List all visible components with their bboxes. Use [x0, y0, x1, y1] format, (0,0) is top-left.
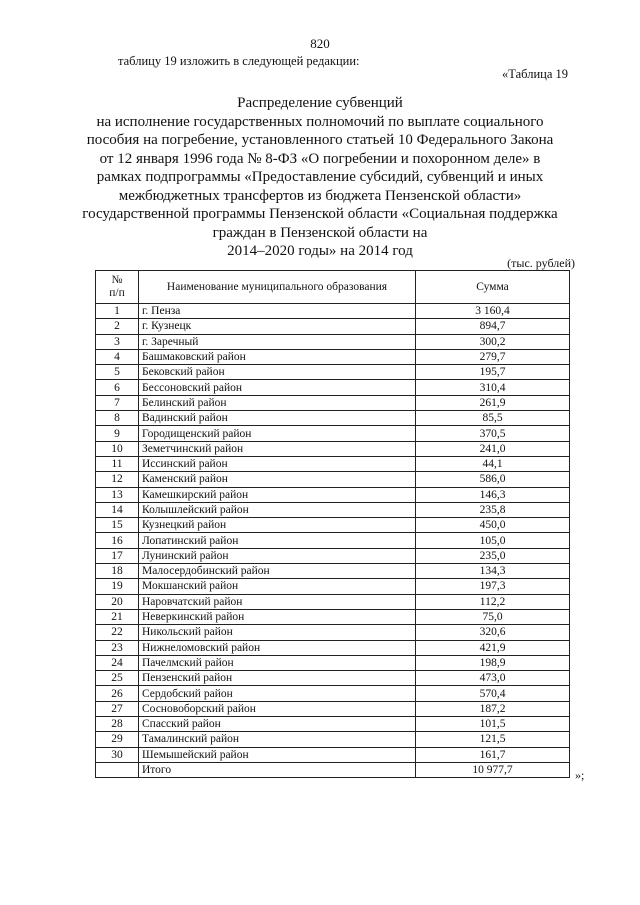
- row-number: 20: [96, 594, 139, 609]
- row-name: Лопатинский район: [139, 533, 416, 548]
- table-row: [96, 594, 570, 609]
- row-number: 17: [96, 548, 139, 563]
- row-name: г. Пенза: [139, 304, 416, 319]
- row-name: Вадинский район: [139, 411, 416, 426]
- row-name: Бессоновский район: [139, 380, 416, 395]
- row-name: Земетчинский район: [139, 441, 416, 456]
- row-name: г. Заречный: [139, 334, 416, 349]
- table-row: [96, 319, 570, 334]
- table-row: [96, 334, 570, 349]
- header-number: № п/п: [96, 271, 139, 304]
- table-row: [96, 625, 570, 640]
- row-name: Камешкирский район: [139, 487, 416, 502]
- row-name: Белинский район: [139, 395, 416, 410]
- page-number: 820: [310, 36, 330, 51]
- table-total-row: [96, 762, 570, 777]
- table-row: [96, 365, 570, 380]
- row-number: 19: [96, 579, 139, 594]
- row-number: 7: [96, 395, 139, 410]
- row-number: 24: [96, 655, 139, 670]
- row-name: Наровчатский район: [139, 594, 416, 609]
- row-name: Шемышейский район: [139, 747, 416, 762]
- row-sum: 112,2: [416, 594, 570, 609]
- row-sum: 75,0: [416, 609, 570, 624]
- row-sum: 146,3: [416, 487, 570, 502]
- row-name: Каменский район: [139, 472, 416, 487]
- row-name: Сердобский район: [139, 686, 416, 701]
- table-row: [96, 411, 570, 426]
- table-row: [96, 426, 570, 441]
- row-number: 26: [96, 686, 139, 701]
- header-name: Наименование муниципального образования: [139, 271, 416, 304]
- row-number: 3: [96, 334, 139, 349]
- title-line: от 12 января 1996 года № 8-ФЗ «О погребении и похоронном деле» в: [99, 150, 541, 167]
- total-sum: 10 977,7: [416, 762, 570, 777]
- row-sum: 310,4: [416, 380, 570, 395]
- title-line: межбюджетных трансфертов из бюджета Пензенской области»: [118, 187, 522, 204]
- row-number: 11: [96, 456, 139, 471]
- table-row: [96, 579, 570, 594]
- title-line: рамках подпрограммы «Предоставление субсидий, субвенций и иных: [96, 169, 544, 185]
- row-name: Башмаковский район: [139, 349, 416, 364]
- title-line: граждан в Пензенской области на: [212, 224, 428, 241]
- row-number: 10: [96, 441, 139, 456]
- subvention-table: [95, 270, 570, 778]
- row-sum: 3 160,4: [416, 304, 570, 319]
- table-row: [96, 395, 570, 410]
- title-line: государственной программы Пензенской области «Социальная поддержка: [82, 206, 558, 222]
- row-sum: 235,8: [416, 502, 570, 517]
- table-row: [96, 686, 570, 701]
- row-sum: 421,9: [416, 640, 570, 655]
- row-sum: 279,7: [416, 349, 570, 364]
- row-number: 23: [96, 640, 139, 655]
- row-sum: 101,5: [416, 717, 570, 732]
- row-number: 6: [96, 380, 139, 395]
- table-row: [96, 671, 570, 686]
- row-number: 13: [96, 487, 139, 502]
- table-row: [96, 472, 570, 487]
- table-row: [96, 456, 570, 471]
- row-sum: 134,3: [416, 564, 570, 579]
- row-number: 29: [96, 732, 139, 747]
- row-sum: 370,5: [416, 426, 570, 441]
- table-row: [96, 732, 570, 747]
- row-sum: 473,0: [416, 671, 570, 686]
- row-sum: 570,4: [416, 686, 570, 701]
- table-row: [96, 533, 570, 548]
- row-number: 14: [96, 502, 139, 517]
- row-number: 12: [96, 472, 139, 487]
- table-row: [96, 640, 570, 655]
- row-number: 28: [96, 717, 139, 732]
- row-sum: 235,0: [416, 548, 570, 563]
- row-name: Неверкинский район: [139, 609, 416, 624]
- row-number: 16: [96, 533, 139, 548]
- document-title: [60, 94, 580, 261]
- table-row: [96, 548, 570, 563]
- table-row: [96, 747, 570, 762]
- row-sum: 300,2: [416, 334, 570, 349]
- table-row: [96, 655, 570, 670]
- row-sum: 187,2: [416, 701, 570, 716]
- row-name: Малосердобинский район: [139, 564, 416, 579]
- row-number: 9: [96, 426, 139, 441]
- row-number: 25: [96, 671, 139, 686]
- table-row: [96, 717, 570, 732]
- row-number: 27: [96, 701, 139, 716]
- row-number: 18: [96, 564, 139, 579]
- row-sum: 161,7: [416, 747, 570, 762]
- row-name: Лунинский район: [139, 548, 416, 563]
- row-name: Сосновоборский район: [139, 701, 416, 716]
- row-number: 1: [96, 304, 139, 319]
- row-sum: 44,1: [416, 456, 570, 471]
- row-name: Городищенский район: [139, 426, 416, 441]
- table-label: «Таблица 19: [502, 67, 568, 81]
- row-number: 8: [96, 411, 139, 426]
- table-row: [96, 441, 570, 456]
- row-number: 22: [96, 625, 139, 640]
- row-sum: 198,9: [416, 655, 570, 670]
- row-name: Мокшанский район: [139, 579, 416, 594]
- row-name: Нижнеломовский район: [139, 640, 416, 655]
- row-number: 30: [96, 747, 139, 762]
- table-row: [96, 502, 570, 517]
- row-name: Пензенский район: [139, 671, 416, 686]
- row-sum: 320,6: [416, 625, 570, 640]
- total-label: Итого: [139, 762, 416, 777]
- row-number: 15: [96, 518, 139, 533]
- row-number: 2: [96, 319, 139, 334]
- total-number-cell: [96, 762, 139, 777]
- title-line: 2014–2020 годы» на 2014 год: [227, 243, 413, 259]
- row-name: Иссинский район: [139, 456, 416, 471]
- row-name: Спасский район: [139, 717, 416, 732]
- row-sum: 85,5: [416, 411, 570, 426]
- closing-quote: »;: [575, 768, 585, 782]
- row-sum: 450,0: [416, 518, 570, 533]
- row-name: г. Кузнецк: [139, 319, 416, 334]
- table-row: [96, 564, 570, 579]
- table-row: [96, 380, 570, 395]
- row-sum: 197,3: [416, 579, 570, 594]
- row-number: 4: [96, 349, 139, 364]
- table-row: [96, 609, 570, 624]
- row-name: Колышлейский район: [139, 502, 416, 517]
- row-sum: 105,0: [416, 533, 570, 548]
- row-name: Тамалинский район: [139, 732, 416, 747]
- intro-text: таблицу 19 изложить в следующей редакции:: [118, 54, 360, 68]
- table-row: [96, 701, 570, 716]
- table-row: [96, 349, 570, 364]
- row-name: Бековский район: [139, 365, 416, 380]
- row-sum: 121,5: [416, 732, 570, 747]
- row-name: Кузнецкий район: [139, 518, 416, 533]
- row-sum: 261,9: [416, 395, 570, 410]
- row-number: 21: [96, 609, 139, 624]
- table-row: [96, 487, 570, 502]
- units-label: (тыс. рублей): [507, 256, 575, 270]
- row-sum: 586,0: [416, 472, 570, 487]
- row-number: 5: [96, 365, 139, 380]
- table-header-row: [96, 271, 570, 304]
- table-row: [96, 518, 570, 533]
- table-row: [96, 304, 570, 319]
- row-name: Никольский район: [139, 625, 416, 640]
- table-body: [96, 304, 570, 778]
- title-line: пособия на погребение, установленного статьей 10 Федерального Закона: [86, 132, 554, 148]
- header-sum: Сумма: [416, 271, 570, 304]
- row-sum: 195,7: [416, 365, 570, 380]
- title-line: на исполнение государственных полномочий по выплате социального: [96, 113, 544, 130]
- row-sum: 241,0: [416, 441, 570, 456]
- title-line: Распределение субвенций: [237, 95, 403, 111]
- row-name: Пачелмский район: [139, 655, 416, 670]
- row-sum: 894,7: [416, 319, 570, 334]
